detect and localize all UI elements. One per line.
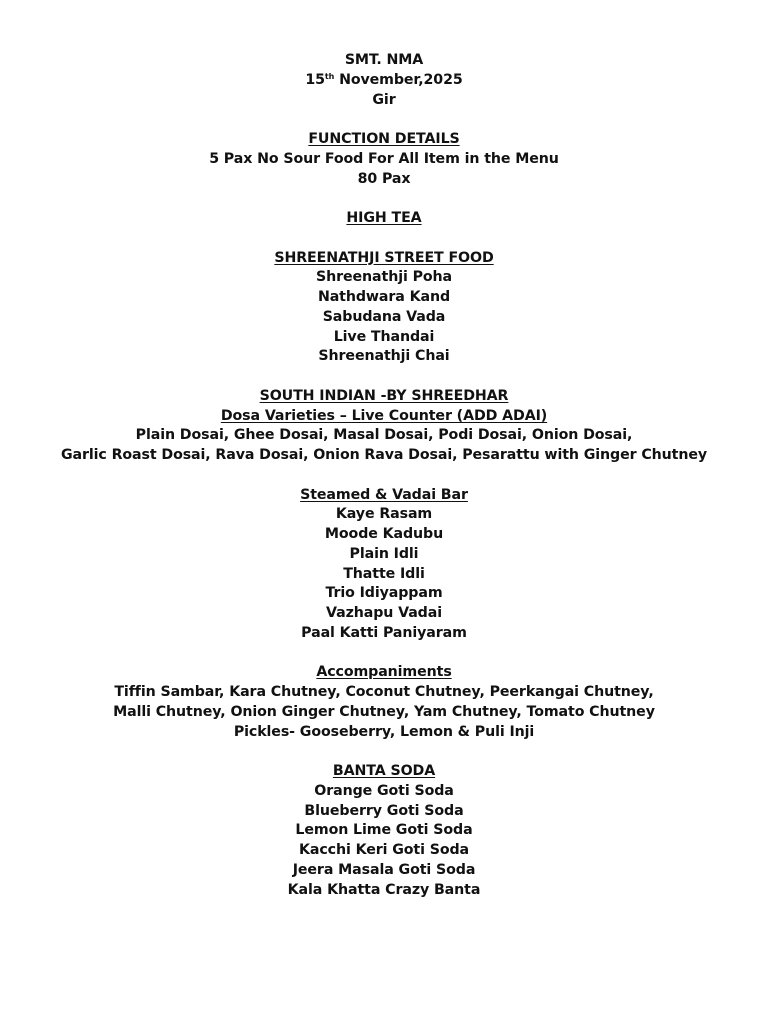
menu-item: Nathdwara Kand: [317, 289, 451, 305]
steamed-vadai-heading: Steamed & Vadai Bar: [300, 486, 468, 503]
dosa-list-line: Garlic Roast Dosai, Rava Dosai, Onion Rava Dosai, Pesarattu with Ginger Chutney: [60, 447, 708, 463]
street-food-heading: SHREENATHJI STREET FOOD: [274, 249, 494, 266]
accompaniments-line: Malli Chutney, Onion Ginger Chutney, Yam Chutney, Tomato Chutney: [113, 703, 655, 720]
menu-document: [0, 51, 768, 900]
menu-item: Kala Khatta Crazy Banta: [287, 881, 481, 898]
accompaniments-heading: Accompaniments: [316, 664, 452, 681]
function-details-heading: FUNCTION DETAILS: [308, 131, 460, 147]
menu-item: Kacchi Keri Goti Soda: [298, 842, 470, 858]
menu-item: Trio Idiyappam: [325, 585, 443, 602]
menu-item: Kaye Rasam: [335, 506, 433, 523]
menu-item: Blueberry Goti Soda: [304, 802, 464, 819]
event-date: [0, 71, 768, 91]
function-detail-line: 80 Pax: [357, 170, 411, 187]
accompaniments-line: Pickles- Gooseberry, Lemon & Puli Inji: [233, 723, 535, 740]
menu-item: Paal Katti Paniyaram: [301, 624, 467, 641]
menu-item: Moode Kadubu: [324, 526, 444, 542]
spacer: [0, 110, 768, 130]
spacer: [0, 189, 768, 209]
menu-item: Vazhapu Vadai: [326, 605, 442, 621]
menu-item: Plain Idli: [349, 545, 419, 562]
date-suffix: th: [324, 71, 335, 81]
spacer: [0, 367, 768, 387]
menu-item: Shreenathji Poha: [315, 269, 452, 286]
menu-item: Thatte Idli: [343, 565, 425, 582]
spacer: [0, 644, 768, 664]
date-day: 15: [305, 71, 325, 88]
spacer: [0, 466, 768, 486]
south-indian-heading: SOUTH INDIAN -BY SHREEDHAR: [259, 387, 509, 404]
menu-item: Jeera Masala Goti Soda: [292, 861, 476, 878]
venue: Gir: [372, 91, 396, 108]
spacer: [0, 229, 768, 249]
spacer: [0, 742, 768, 762]
dosa-varieties-heading: Dosa Varieties – Live Counter (ADD ADAI): [220, 407, 548, 424]
menu-item: Sabudana Vada: [322, 308, 446, 325]
client-name: SMT. NMA: [344, 52, 424, 68]
menu-item: Shreenathji Chai: [318, 348, 450, 365]
menu-item: Orange Goti Soda: [314, 782, 454, 799]
banta-soda-heading: BANTA SODA: [332, 763, 436, 779]
dosa-list-line: Plain Dosai, Ghee Dosai, Masal Dosai, Podi Dosai, Onion Dosai,: [135, 427, 633, 444]
menu-item: Live Thandai: [333, 328, 435, 345]
date-rest: November,2025: [334, 71, 463, 88]
event-type-heading: HIGH TEA: [346, 210, 422, 226]
function-detail-line: 5 Pax No Sour Food For All Item in the Menu: [209, 150, 559, 167]
menu-item: Lemon Lime Goti Soda: [295, 822, 473, 839]
accompaniments-line: Tiffin Sambar, Kara Chutney, Coconut Chutney, Peerkangai Chutney,: [114, 684, 654, 700]
